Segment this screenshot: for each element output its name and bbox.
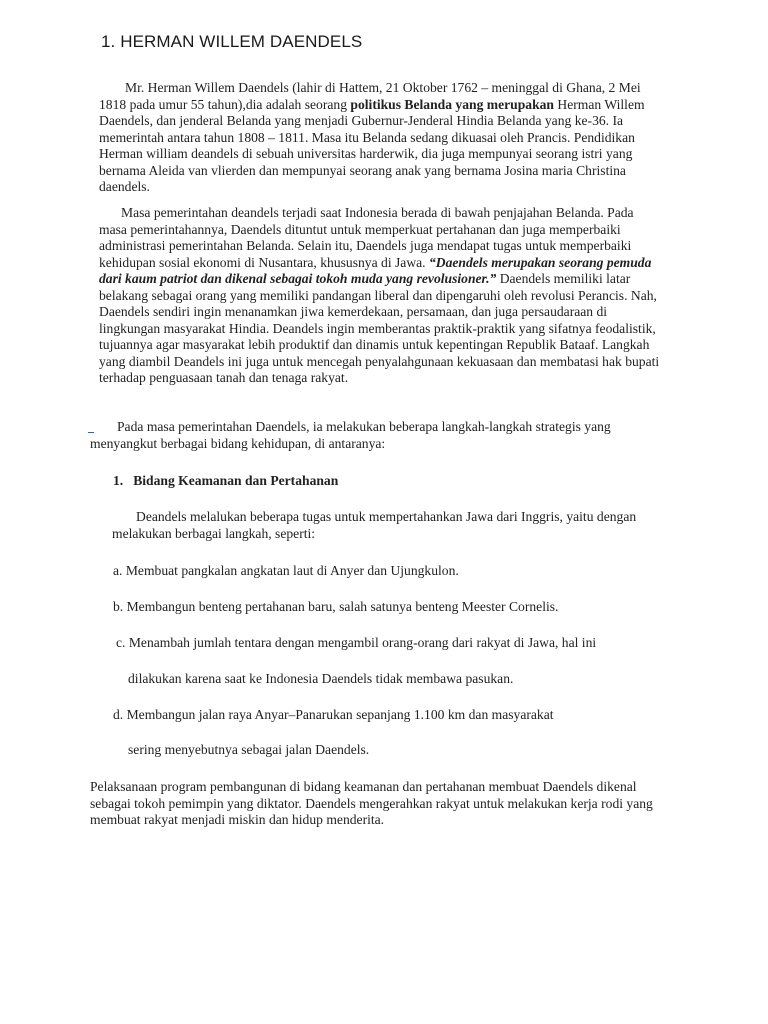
page-title: 1. HERMAN WILLEM DAENDELS — [101, 32, 363, 51]
list-item-continuation: dilakukan karena saat ke Indonesia Daendels tidak membawa pasukan. — [128, 671, 514, 686]
list-item: a. Membuat pangkalan angkatan laut di Anyer dan Ujungkulon. — [113, 563, 459, 578]
text-line: masa pemerintahannya, Daendels dituntut untuk memperkuat pertahanan dan juga memperbaiki — [99, 221, 621, 237]
bold-text: politikus Belanda yang merupakan — [350, 96, 554, 112]
list-item: c. Menambah jumlah tentara dengan mengambil orang-orang dari rakyat di Jawa, hal ini — [116, 635, 597, 650]
text-line: membuat rakyat menjadi miskin dan hidup menderita. — [90, 812, 385, 827]
text-line: sebagai tokoh pemimpin yang diktator. Daendels mengerahkan rakyat untuk melakukan kerja rodi yang — [90, 795, 653, 811]
text-line — [99, 255, 724, 272]
text-line: Pada masa pemerintahan Daendels, ia melakukan beberapa langkah-langkah strategis yang — [117, 419, 611, 434]
text-line: Pelaksanaan program pembangunan di bidang keamanan dan pertahanan membuat Daendels dikenal — [90, 779, 637, 794]
text-run: kehidupan sosial ekonomi di Nusantara, khususnya di Jawa. — [99, 254, 429, 270]
section-heading — [113, 473, 338, 490]
section-number: 1. — [113, 473, 124, 488]
government-paragraph — [99, 205, 724, 387]
quote-text: “Daendels merupakan seorang pemuda — [428, 254, 652, 270]
text-line: Mr. Herman Willem Daendels (lahir di Hattem, 21 Oktober 1762 – meninggal di Ghana, 2 Mei — [125, 80, 641, 95]
defense-intro-paragraph — [112, 509, 712, 542]
text-line: administrasi pemerintahan Belanda. Selain itu, Daendels juga mendapat tugas untuk memperbaiki — [99, 238, 632, 253]
text-line: menyangkut berbagai bidang kehidupan, di antaranya: — [90, 435, 386, 451]
quote-text: dari kaum patriot dan dikenal sebagai tokoh muda yang revolusioner.” — [99, 271, 497, 286]
text-line: memerintah antara tahun 1808 – 1811. Masa itu Belanda sedang dikuasai oleh Prancis. Pendidikan — [99, 129, 635, 145]
text-line — [99, 97, 724, 114]
list-item: b. Membangun benteng pertahanan baru, salah satunya benteng Meester Cornelis. — [113, 599, 559, 614]
list-item: d. Membangun jalan raya Anyar–Panarukan sepanjang 1.100 km dan masyarakat — [113, 707, 554, 722]
steps-intro-paragraph — [90, 419, 715, 452]
text-line: Daendels sendiri ingin menanamkan jiwa kemerdekaan, persamaan, dan juga persaudaraan di — [99, 304, 608, 319]
text-line: Herman william deandels di sebuah universitas harderwik, dia juga mempunyai seorang istri yang — [99, 146, 633, 161]
text-line: terhadap penguasaan tanah dan tenaga rakyat. — [99, 370, 349, 385]
list-item-continuation: sering menyebutnya sebagai jalan Daendels. — [128, 742, 370, 757]
text-line: tujuannya agar masyarakat lebih produktif dan dinamis untuk kepentingan Republik Bataaf. Langkah — [99, 337, 650, 352]
biography-paragraph — [99, 80, 724, 196]
text-run: 1818 pada umur 55 tahun),dia adalah seorang — [99, 96, 351, 112]
text-run: Daendels memiliki latar — [496, 271, 631, 286]
closing-paragraph — [90, 779, 730, 829]
text-line: lingkungan masyarakat Hindia. Deandels ingin memberantas praktik-praktik yang sifatnya feodalistik, — [99, 320, 656, 336]
text-line: belakang sebagai orang yang memiliki pandangan liberal dan dipengaruhi oleh revolusi Perancis. Nah, — [99, 287, 657, 303]
text-line — [99, 271, 724, 288]
section-title: Bidang Keamanan dan Pertahanan — [133, 473, 339, 488]
text-line: daendels. — [99, 179, 150, 194]
text-run: Herman Willem — [554, 96, 645, 112]
text-line: Masa pemerintahan deandels terjadi saat Indonesia berada di bawah penjajahan Belanda. Pada — [121, 205, 634, 220]
text-line: Daendels, dan jenderal Belanda yang menjadi Gubernur-Jenderal Hindia Belanda yang ke-36. Ia — [99, 113, 624, 128]
text-line: yang diambil Deandels ini juga untuk mencegah penyalahgunaan kekuasaan dan membatasi hak bupati — [99, 353, 660, 369]
text-line: bernama Aleida van vlierden dan mempunyai seorang anak yang bernama Josina maria Christina — [99, 162, 626, 178]
text-line: melakukan berbagai langkah, seperti: — [112, 525, 316, 541]
text-line: Deandels melalukan beberapa tugas untuk mempertahankan Jawa dari Inggris, yaitu dengan — [136, 509, 637, 524]
anchor-link[interactable]: _ — [88, 420, 94, 434]
